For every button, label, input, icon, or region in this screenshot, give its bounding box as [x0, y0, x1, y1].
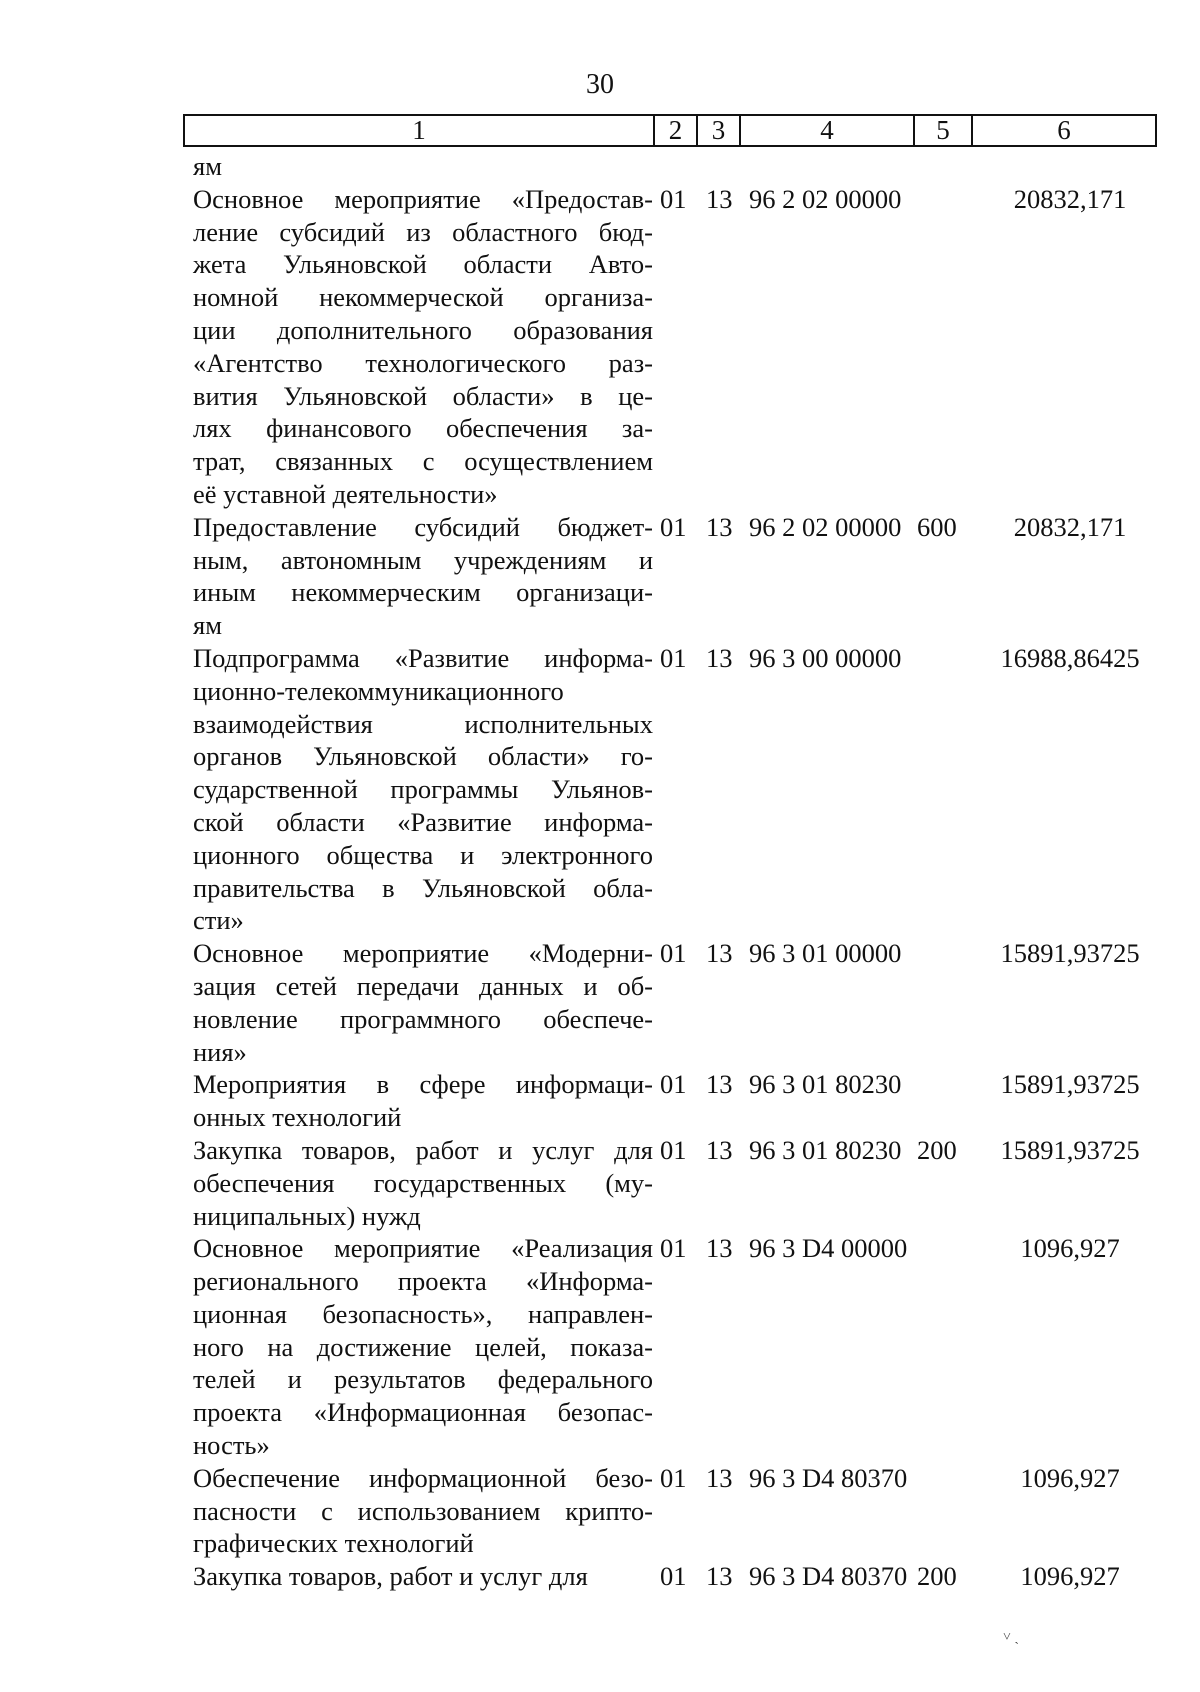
description-line: ниципальных) нужд [193, 1200, 421, 1231]
description-line: трат, связанных с осуществлением [193, 446, 653, 477]
description-line: ность» [193, 1430, 270, 1461]
row-description [193, 1462, 653, 1560]
row-c3-value: 13 [706, 938, 733, 969]
description-line: ционно-телекоммуникационного [193, 675, 564, 706]
table-row [0, 1068, 1200, 1134]
row-c3-value: 13 [706, 1462, 733, 1493]
description-line: Основное мероприятие «Предостав- [193, 183, 653, 214]
description-line: Основное мероприятие «Реализация [193, 1233, 653, 1264]
row-description [193, 642, 653, 937]
description-line: правительства в Ульяновской обла- [193, 872, 653, 903]
row-c2-value: 01 [660, 642, 687, 673]
table-row [0, 1560, 1200, 1593]
row-c4-value: 96 2 02 00000 [749, 511, 902, 542]
description-line: ционного общества и электронного [193, 839, 653, 870]
table-row [0, 1462, 1200, 1560]
description-line: ям [193, 610, 222, 641]
header-col-2: 2 [655, 116, 698, 145]
row-description [193, 1232, 653, 1462]
row-c4-value: 96 2 02 00000 [749, 183, 902, 214]
description-line: вития Ульяновской области» в це- [193, 380, 653, 411]
description-line: ям [193, 151, 222, 181]
description-line: регионального проекта «Информа- [193, 1266, 653, 1297]
row-description [193, 183, 653, 511]
table-row [0, 1232, 1200, 1462]
description-line: «Агентство технологического раз- [193, 347, 653, 378]
description-line: её уставной деятельности» [193, 478, 498, 509]
description-line: Мероприятия в сфере информаци- [193, 1069, 653, 1100]
row-c6-value: 15891,93725 [1000, 1134, 1140, 1165]
description-line: ния» [193, 1036, 247, 1067]
row-c3-value: 13 [706, 511, 733, 542]
row-c6-value: 20832,171 [1013, 511, 1127, 542]
row-c3-value: 13 [706, 183, 733, 214]
description-line: иным некоммерческим организаци- [193, 577, 653, 608]
row-c2-value: 01 [660, 183, 687, 214]
table-row [0, 937, 1200, 1068]
row-c2-value: 01 [660, 938, 687, 969]
description-line: Обеспечение информационной безо- [193, 1462, 653, 1493]
row-c3-value: 13 [706, 642, 733, 673]
row-c6-value: 15891,93725 [1000, 938, 1140, 969]
table-header-row [183, 114, 1157, 147]
description-line: ской области «Развитие информа- [193, 806, 653, 837]
row-c4-value: 96 3 01 80230 [749, 1134, 902, 1165]
row-c6-value: 1096,927 [1020, 1233, 1120, 1264]
description-line: лях финансового обеспечения за- [193, 413, 653, 444]
row-c2-value: 01 [660, 511, 687, 542]
description-line: органов Ульяновской области» го- [193, 741, 653, 772]
row-c5-value: 200 [917, 1561, 957, 1592]
row-c3-value: 13 [706, 1134, 733, 1165]
header-col-1: 1 [185, 116, 655, 145]
row-c3-value: 13 [706, 1069, 733, 1100]
row-c2-value: 01 [660, 1233, 687, 1264]
header-col-3: 3 [698, 116, 741, 145]
description-line: проекта «Информационная безопас- [193, 1397, 653, 1428]
row-c5-value: 200 [917, 1134, 957, 1165]
description-line: зация сетей передачи данных и об- [193, 970, 653, 1001]
row-c6-value: 15891,93725 [1000, 1069, 1140, 1100]
table-row [0, 642, 1200, 937]
description-line: графических технологий [193, 1528, 474, 1559]
row-c2-value: 01 [660, 1069, 687, 1100]
description-line: ного на достижение целей, показа- [193, 1331, 653, 1362]
row-c2-value: 01 [660, 1561, 687, 1592]
row-description [193, 937, 653, 1068]
description-line: ным, автономным учреждениям и [193, 544, 653, 575]
row-c3-value: 13 [706, 1233, 733, 1264]
description-line: номной некоммерческой организа- [193, 282, 653, 313]
description-line: сти» [193, 905, 244, 936]
table-row [0, 511, 1200, 642]
description-line: пасности с использованием крипто- [193, 1495, 653, 1526]
description-line: жета Ульяновской области Авто- [193, 249, 653, 280]
description-line: ление субсидий из областного бюд- [193, 216, 653, 247]
row-c6-value: 1096,927 [1020, 1561, 1120, 1592]
row-description [193, 1068, 653, 1134]
page-number: 30 [586, 69, 614, 100]
description-line: Основное мероприятие «Модерни- [193, 938, 653, 969]
header-col-6: 6 [1057, 115, 1071, 145]
row-c4-value: 96 3 D4 00000 [749, 1233, 908, 1264]
description-line: онных технологий [193, 1102, 402, 1133]
description-line: ции дополнительного образования [193, 314, 653, 345]
description-line: Подпрограмма «Развитие информа- [193, 642, 653, 673]
row-description [193, 150, 653, 183]
row-c4-value: 96 3 D4 80370 [749, 1561, 908, 1592]
description-line: Предоставление субсидий бюджет- [193, 511, 653, 542]
description-line: обеспечения государственных (му- [193, 1167, 653, 1198]
description-line: взаимодействия исполнительных [193, 708, 653, 739]
row-c4-value: 96 3 01 80230 [749, 1069, 902, 1100]
table-row [0, 183, 1200, 511]
scan-artifact: ˅ ˎ [1003, 1630, 1020, 1645]
header-col-5: 5 [915, 116, 973, 145]
row-c5-value: 600 [917, 511, 957, 542]
table-row [0, 150, 1200, 183]
row-c4-value: 96 3 00 00000 [749, 642, 902, 673]
description-line: Закупка товаров, работ и услуг для [193, 1134, 653, 1165]
description-line: Закупка товаров, работ и услуг для [193, 1561, 588, 1592]
row-c4-value: 96 3 01 00000 [749, 938, 902, 969]
table-row [0, 1134, 1200, 1232]
row-c3-value: 13 [706, 1561, 733, 1592]
row-description [193, 1134, 653, 1232]
row-c2-value: 01 [660, 1462, 687, 1493]
description-line: новление программного обеспече- [193, 1003, 653, 1034]
row-c6-value: 16988,86425 [1000, 642, 1140, 673]
row-c6-value: 1096,927 [1020, 1462, 1120, 1493]
row-c6-value: 20832,171 [1013, 183, 1127, 214]
header-col-4: 4 [741, 116, 915, 145]
row-description [193, 511, 653, 642]
row-description [193, 1560, 653, 1593]
table-body [0, 150, 1200, 1593]
description-line: сударственной программы Ульянов- [193, 774, 653, 805]
description-line: ционная безопасность», направлен- [193, 1298, 653, 1329]
row-c2-value: 01 [660, 1134, 687, 1165]
row-c4-value: 96 3 D4 80370 [749, 1462, 908, 1493]
description-line: телей и результатов федерального [193, 1364, 653, 1395]
